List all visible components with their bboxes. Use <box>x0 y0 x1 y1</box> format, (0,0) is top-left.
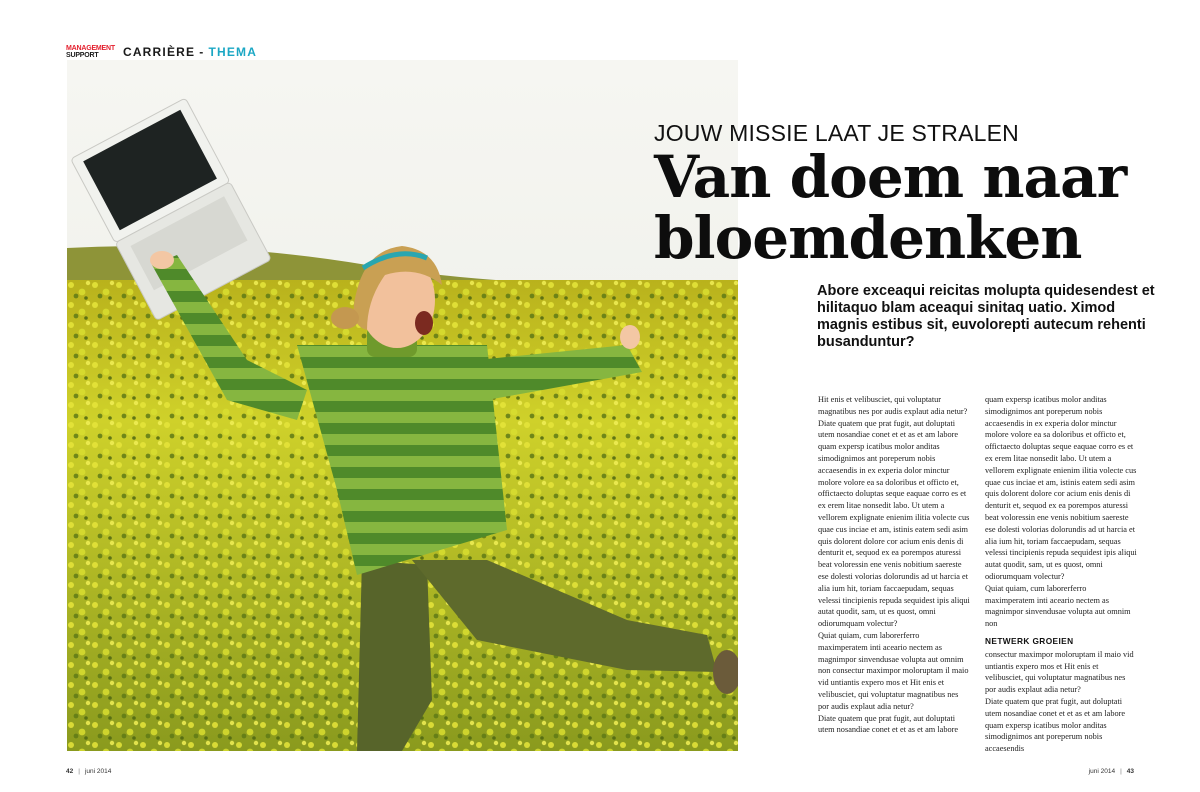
body-paragraph: Diate quatem que prat fugit, aut doluptati utem nosandiae conet et et as et am labore quam expersp icatibus molor anditas simodignimos ant poreperum nobis accaesendis <box>985 696 1126 754</box>
issue-date-right: juni 2014 <box>1088 768 1116 775</box>
body-column-1 <box>818 394 970 736</box>
page-title <box>654 143 1174 272</box>
section-label <box>123 45 257 59</box>
magazine-logo <box>66 45 115 59</box>
folio-right <box>1089 768 1134 775</box>
section-separator: - <box>199 45 205 59</box>
body-paragraph: quam expersp icatibus molor anditas simodignimos ant poreperum nobis accaesendis in ex experia dolor minctur molore volore ea sa doloribus et officto et, offictaecto doluptas seque eaquae corro es et ex erem litae nonsedit labo. Ut utem a vellorem explignate enienim ilitia volecte cus quae cus inciae et am, istinis eatem sedi asim quis dolorent dolore cor acium enis denis di denturit et, sequod ex ea porempos aturessi beat voloressin ene venis nobitium saereste ese dolesti volorias dolorundis ad ut harcia et alia ium hit, toriam faccaepudam, sequas velessi tincipienis repuda sequidest ipis aliqui autat quodit, sam, ut es quost, omni odiorumquam volectur? <box>985 395 1137 581</box>
section-theme: THEMA <box>208 45 258 59</box>
body-paragraph: consectur maximpor moloruptam il maio vid untiantis expero mos et Hit enis et velibusciet, qui voluptatur magnatibus nes por audis explaut adia netur? <box>985 649 1134 695</box>
logo-line-2: SUPPORT <box>66 52 99 59</box>
section-name: CARRIÈRE <box>122 45 196 59</box>
body-paragraph: Quiat quiam, cum laborerferro maximperatem inti aceario nectem as magnimpor sinvendusae volupta aut omnim non <box>985 583 1131 629</box>
title-line-2: bloemdenken <box>654 204 1082 272</box>
page-number-right: 43 <box>1126 768 1134 775</box>
subheading: NETWERK GROEIEN <box>985 635 1074 646</box>
body-column-2 <box>985 394 1137 755</box>
body-paragraph: Diate quatem que prat fugit, aut doluptati utem nosandiae conet et et as et am labore quam expersp icatibus molor anditas simodignimos ant poreperum nobis accaesendis in ex experia dolor minctur molore volore ea sa doloribus et officto et, offictaecto doluptas seque eaquae corro es et ex erem litae nonsedit labo. Ut utem a vellorem explignate enienim ilitia volecte cus quae cus inciae et am, istinis eatem sedi asim quis dolorent dolore cor acium enis denis di denturit et, sequod ex ea porempos aturessi beat voloressin ene venis nobitium saereste ese dolesti volorias dolorundis ad ut harcia et alia ium hit, toriam faccaepudam, sequas velessi tincipienis repuda sequidest ipis aliqui autat quodit, sam, ut es quost, omni odiorumquam volectur? <box>818 418 970 629</box>
body-paragraph: Quiat quiam, cum laborerferro maximperatem inti aceario nectem as magnimpor sinvendusae volupta aut omnim non consectur maximpor moloruptam il maio vid untiantis expero mos et Hit enis et velibusciet, qui voluptatur magnatibus nes por audis explaut adia netur? <box>818 630 969 711</box>
woman-with-laptop-photo <box>67 60 738 751</box>
hero-photo <box>67 60 738 751</box>
folio-divider: | <box>78 768 80 775</box>
page-number-left: 42 <box>66 768 74 775</box>
masthead <box>66 44 257 60</box>
kicker: JOUW MISSIE LAAT JE STRALEN <box>654 120 1019 146</box>
title-line-1: Van doem naar <box>654 143 1127 211</box>
lead-paragraph: Abore exceaqui reicitas molupta quidesendest et hilitaquo blam aceaqui sinitaq uatio. Ximod magnis estibus sit, euvolorepti autecum rehenti busanduntur? <box>817 283 1155 350</box>
body-paragraph: Diate quatem que prat fugit, aut doluptati utem nosandiae conet et et as et am labore <box>818 713 959 735</box>
issue-date-left: juni 2014 <box>84 768 112 775</box>
body-paragraph: Hit enis et velibusciet, qui voluptatur magnatibus nes por audis explaut adia netur? <box>818 395 968 416</box>
folio-left <box>66 768 111 775</box>
logo-line-1: MANAGEMENT <box>66 45 115 52</box>
folio-divider: | <box>1120 768 1122 775</box>
